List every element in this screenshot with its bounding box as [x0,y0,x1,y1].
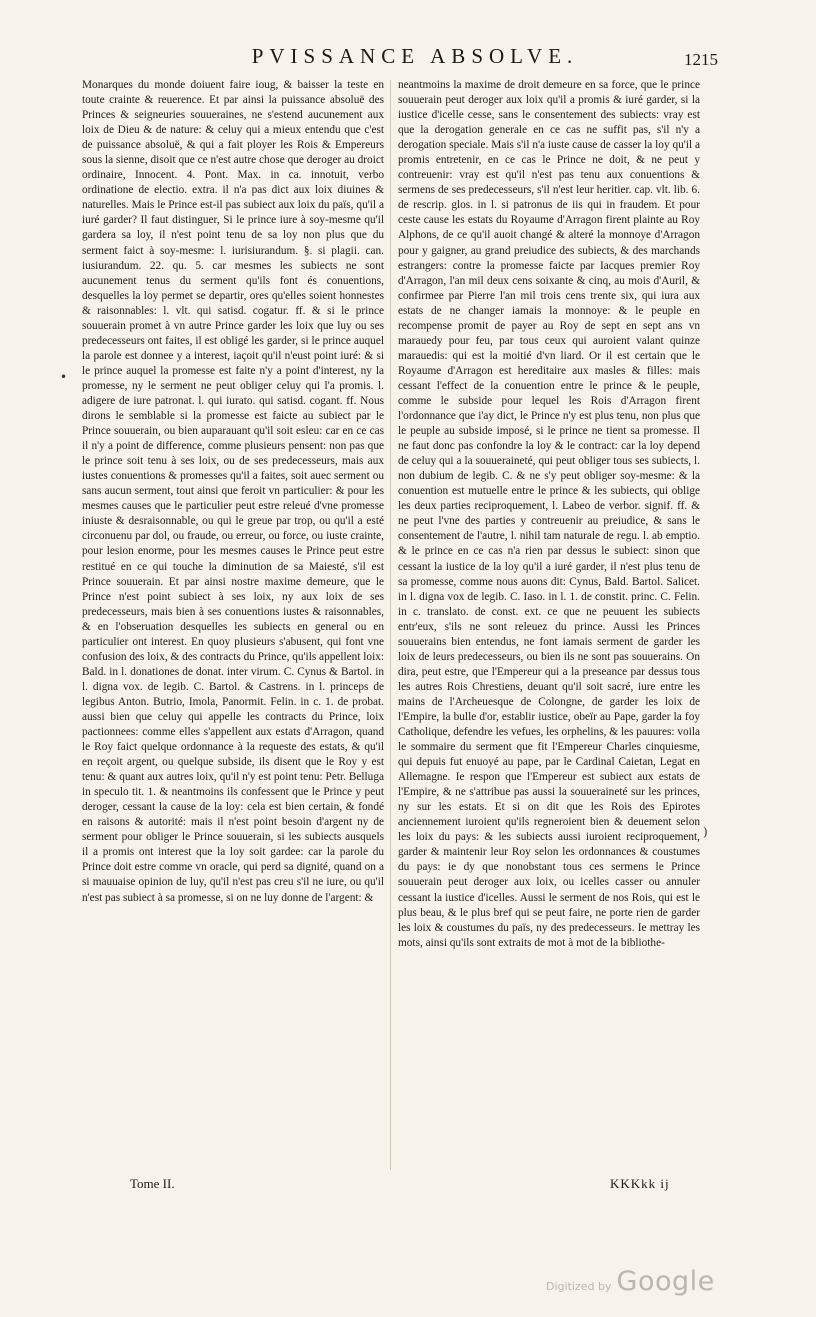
column-divider [390,80,391,1170]
volume-label: Tome II. [130,1176,175,1191]
left-column [82,78,384,906]
right-column [398,78,700,951]
right-column-text: neantmoins la maxime de droit demeure en sa force, que le prince souuerain peut deroger aux loix qu'il a promis & iuré garder, si la iustice d'icelle cesse, sans le consentement des subiects: vray est que la derogation generale en ce cas ne suffit pas, s'il n'y a derogation speciale. Mais s'il n'a iuste cause de casser la loy qu'il a promis entretenir, en ce cas le Prince ne doit, & ne peut y contreuenir: vray est qu'il n'est pas tenu aux conuentions & sermens de ses predecesseurs, s'il n'est leur heritier. cap. vlt. lib. 6. de rescrip. glos. in l. si patronus de iis qui in fraudem. Et pour ceste cause les estats du Royaume d'Arragon firent plainte au Roy Alphons, de ce qu'il auoit changé & alteré la monnoye d'Arragon pour y gaigner, au grand preiudice des subiects, & des marchands estrangers: contre la promesse faicte par Iacques premier Roy d'Arragon, l'an mil deux cens soixante & cinq, au mois d'Auril, & confirmee par Pierre l'an mil trois cens trente six, qui iura aux estats de ne changer iamais la monnoye: & le peuple en recompense promit de payer au Roy de sept en sept ans vn marauedy pour feu, par tous ceux qui auroient valant quinze marauedis: qui est la moitié d'vn liard. Or il est certain que le Royaume d'Arragon est hereditaire aux masles & filles: mais cessant l'effect de la conuention entre le prince & le peuple, comme le subside pour lequel les Rois d'Arragon firent l'ordonnance que i'ay dict, le Prince n'y est plus tenu, non plus que le peuple au subside imposé, si le prince ne tient sa promesse. Il ne faut donc pas confondre la loy & le contract: car la loy depend de celuy qui a la souueraineté, qui peut obliger tous ses subiects, l. non dubium de legib. C. & ne s'y peut obliger soy-mesme: & la conuention est mutuelle entre le prince & les subiects, qui oblige les deux parties reciproquement, l. Labeo de verbor. signif. ff. & ne peut l'vne des parties y contreuenir au preiudice, & sans le consentement de l'autre, l. nihil tam naturale de regu. l. ab emptio. & le prince en ce cas n'a rien par dessus le subiect: sinon que cessant la iustice de la loy qu'il a iuré garder, il n'est plus tenu de sa promesse, comme nous auons dit: Cynus, Bald. Bartol. Salicet. in l. digna vox de legib. C. Iaso. in l. 1. de constit. princ. C. Felin. in c. translato. de const. ext. ce que ne peuuent les subiects entr'eux, s'ils ne sont releuez du prince. Aussi les Princes souuerains bien entendus, ne font iamais serment de garder les loix de leurs predecesseurs, ou bien ils ne sont pas souuerains. On dira, peut estre, que l'Empereur qui a la preseance par dessus tous les autres Rois Chrestiens, deuant qu'il soit sacré, iure entre les mains de l'Archeuesque de Colongne, de garder les loix de l'Empire, la bulle d'or, establir iustice, obeïr au Pape, garder la foy Catholique, defendre les vefues, les orphelins, & les pauures: voila le sommaire du serment que fit l'Empereur Charles cinquiesme, qui depuis fut enuoyé au pape, par le Cardinal Caietan, Legat en Allemagne. Ie respon que l'Empereur est subiect aux estats de l'Empire, & ne s'attribue pas aussi la souueraineté sur les princes, ny sur les estats. Et si on dit que les Rois des Epirotes anciennement iuroient qu'ils regneroient bien & deuement selon les loix du pays: & les subiects aussi iuroient reciproquement, garder & maintenir leur Roy selon les ordonnances & coustumes du pays: ie dy que nonobstant tous ces sermens le Prince souuerain peut deroger aux loix, ou icelles casser ou annuler cessant la iustice d'icelles. Aussi le serment de nos Rois, qui est le plus beau, & le plus bref qui se peut faire, ne porte rien de garder les loix & coustumes du païs, ny des predecesseurs. Ie mettray les mots, ainsi qu'ils sont extraits de mot à mot de la bibliothe- [398,79,700,949]
left-column-text: Monarques du monde doiuent faire ioug, & baisser la teste en toute crainte & reuerence. Et par ainsi la puissance absoluë des Princes & seigneuries souueraines, ne s'estend aucunement aux loix de Dieu & de nature: & celuy qui a mieux entendu que c'est de puissance absoluë, & qui a fait ployer les Rois & Empereurs sous la sienne, disoit que ce n'est autre chose que deroger au droict ordinaire, Innocent. 4. Pont. Max. in ca. innotuit, verbo ordinatione de electio. extra. il n'a pas dict aux loix diuines & naturelles. Mais le Prince est-il pas subiect aux loix du païs, qu'il a iuré garder? Il faut distinguer, Si le prince iure à soy-mesme qu'il gardera sa loy, il n'est point tenu de sa loy non plus que du serment faict à soy-mesme: l. iurisiurandum. §. si plagii. can. iusiurandum. 22. qu. 5. car mesmes les subiects ne sont aucunement tenus du serment qu'ils font és conuentions, desquelles la loy permet se departir, ores qu'elles soient honnestes & raisonnables: l. vlt. qui satisd. cogatur. ff. & si le prince souuerain promet à vn autre Prince garder les loix que luy ou ses predecesseurs ont faites, il est obligé les garder, si le prince auquel la parole est donnee y a interest, iaçoit qu'il n'eust point iuré: & si le prince auquel la promesse est faite n'y a point d'interest, ny la promesse, ny le serment ne peut obliger celuy qui l'a promis. l. adigere de iure patronat. l. qui iurato. qui satisd. cogant. ff. Nous dirons le semblable si la promesse est faicte au subiect par le Prince souuerain, ou bien auparauant qu'il soit esleu: car en ce cas il n'y a point de difference, comme plusieurs pensent: non pas que le prince soit tenu à ses loix, ou de ses predecesseurs, mais aux iustes conuentions & promesses qu'il a faites, soit auec serment ou sans aucun serment, tout ainsi que feroit vn particulier: & pour les mesmes causes que le particulier peut estre releué d'vne promesse iniuste & desraisonnable, ou qui le greue par trop, ou qu'il a esté circonuenu par dol, ou fraude, ou erreur, ou force, ou iuste crainte, pour lesion enorme, pour les mesmes causes le Prince peut estre restitué en ce qui touche la diminution de sa Maiesté, s'il est Prince souuerain. Et par ainsi nostre maxime demeure, que le Prince n'est point subiect à ses loix, ny aux loix de ses predecesseurs, mais bien à ses conuentions iustes & raisonnables, & en l'obseruation desquelles les subiects en general ou en particulier ont interest. En quoy plusieurs s'abusent, qui font vne confusion des loix, & des contracts du Prince, qu'ils appellent loix: Bald. in l. donationes de donat. inter virum. C. Cynus & Bartol. in l. digna vox. de legib. C. Bartol. & Castrens. in l. princeps de legibus Anton. Butrio, Imola, Panormit. Felin. in c. 1. de probat. aussi bien que celuy qui appelle les contracts du Prince, loix pactionnees: comme elles s'appellent aux estats d'Arragon, quand le Roy faict quelque ordonnance à la requeste des estats, & qu'il en reçoit argent, ou quelque subside, ils disent que le Roy y est tenu: & quant aux autres loix, qu'il n'y est point tenu: Petr. Belluga in speculo tit. 1. & neantmoins ils confessent que le Prince y peut deroger, cessant la cause de la loy: cela est bien certain, & fondé en raisons & autorité: mais il n'est point besoin d'argent ny de serment pour obliger le Prince souuerain, si les subiects ausquels il a promis ont interest que la loy soit gardee: car la parole du Prince doit estre comme vn oracle, qui perd sa dignité, quand on a si mauuaise opinion de luy, qu'il n'est pas creu s'il ne iure, ou qu'il n'est pas subiect à sa promesse, si on ne luy donne de l'argent: & [82,79,384,904]
page-number: 1215 [684,50,718,69]
digitized-watermark [546,1266,715,1297]
google-logo: Google [616,1266,715,1297]
margin-dot-icon: • [60,370,68,384]
watermark-prefix: Digitized by [546,1280,612,1293]
signature-mark: KKKkk ij [610,1176,670,1191]
running-title: PVISSANCE ABSOLVE. [251,44,579,68]
margin-tick-icon: ) [703,825,708,839]
